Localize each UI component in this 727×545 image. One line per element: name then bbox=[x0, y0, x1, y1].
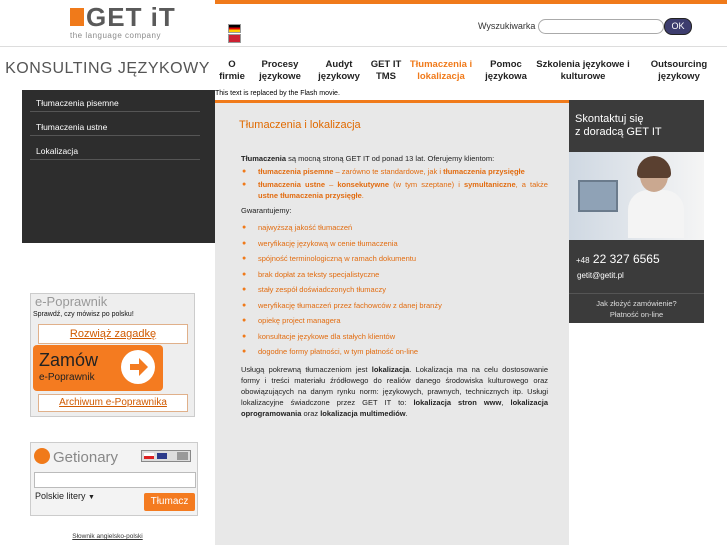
nav-item-outsourcing[interactable]: Outsourcing językowy bbox=[650, 59, 708, 82]
list-item: ● brak dopłat za teksty specjalistyczne bbox=[241, 269, 548, 285]
main-nav bbox=[215, 48, 727, 90]
flash-notice: This text is replaced by the Flash movie. bbox=[215, 90, 340, 97]
list-item: ● spójność terminologiczną w ramach dokumentu bbox=[241, 253, 548, 269]
epoprawnik-title: e-Poprawnik bbox=[35, 294, 108, 309]
contact-heading: Skontaktuj się bbox=[575, 113, 644, 125]
sidebar-item-lokalizacja[interactable]: Lokalizacja bbox=[36, 146, 79, 156]
getionary-logo-icon bbox=[34, 448, 50, 464]
section-title: KONSULTING JĘZYKOWY bbox=[5, 60, 210, 77]
list-item: ● tłumaczenia pisemne – zarówno te standardowe, jak i tłumaczenia przysięgłe bbox=[241, 166, 548, 177]
polish-letters-toggle[interactable] bbox=[35, 491, 95, 501]
monitor-icon bbox=[578, 180, 618, 212]
localization-paragraph: Usługą pokrewną tłumaczeniom jest lokalizacja. Lokalizacja ma na celu dostosowanie formy i treści materiału źródłowego do realiów danego środowiska kulturowego oraz obowiązujących na danym rynku norm: językowych, prawnych, technicznych itp. Usługi lokalizacyjne świadczone przez GET IT to: lokalizacja stron www, lokalizacja oprogramowania oraz lokalizacja multimediów. bbox=[241, 364, 549, 418]
page-title: Tłumaczenia i lokalizacja bbox=[239, 119, 361, 131]
sidebar-divider bbox=[30, 159, 200, 160]
de-flag-icon[interactable] bbox=[228, 24, 241, 33]
bullet-icon bbox=[18, 148, 22, 154]
nav-item-tlumaczenia[interactable]: Tłumaczenia i lokalizacja bbox=[409, 59, 473, 82]
logo-text: GET iT bbox=[86, 2, 176, 32]
offers-list bbox=[241, 166, 548, 201]
search-button[interactable]: OK bbox=[664, 18, 692, 35]
top-accent-bar bbox=[215, 0, 727, 4]
list-item: ● weryfikację językową w cenie tłumaczenia bbox=[241, 238, 548, 254]
dictionary-link[interactable]: Słownik angielsko-polski bbox=[72, 533, 143, 540]
list-item: ● stały zespół doświadczonych tłumaczy bbox=[241, 284, 548, 300]
logo-mark-icon bbox=[70, 8, 84, 26]
search-input[interactable] bbox=[538, 19, 664, 34]
guarantee-list bbox=[241, 222, 548, 362]
polish-letters-label: Polskie litery bbox=[35, 491, 86, 501]
list-item: ● tłumaczenia ustne – konsekutywne (w tym szeptane) i symultaniczne, a także ustne tłumaczenia przysięgłe. bbox=[241, 179, 548, 201]
sidebar-divider bbox=[30, 135, 200, 136]
order-howto-link[interactable]: Jak złożyć zamówienie? bbox=[596, 299, 677, 308]
translate-button[interactable]: Tłumacz bbox=[144, 493, 195, 511]
language-pair-select[interactable] bbox=[141, 450, 191, 462]
list-item: ● konsultacje językowe dla stałych klientów bbox=[241, 331, 548, 347]
bullet-icon bbox=[18, 124, 22, 130]
getionary-title: Getionary bbox=[53, 449, 119, 466]
contact-divider bbox=[569, 293, 704, 294]
email-link[interactable]: getit@getit.pl bbox=[577, 271, 624, 280]
arrow-right-icon bbox=[121, 350, 155, 384]
sidebar-divider bbox=[30, 111, 200, 112]
bullet-icon bbox=[18, 100, 22, 106]
list-item: ● opiekę project managera bbox=[241, 315, 548, 331]
online-payment-link[interactable]: Płatność on-line bbox=[609, 310, 664, 319]
getionary-input[interactable] bbox=[34, 472, 196, 488]
gb-flag-icon bbox=[157, 453, 167, 459]
riddle-link[interactable]: Rozwiąż zagadkę bbox=[38, 324, 188, 344]
phone-number: +48 22 327 6565 bbox=[576, 252, 660, 266]
caret-down-icon: ▼ bbox=[88, 494, 95, 501]
nav-item-tms[interactable]: GET IT TMS bbox=[370, 59, 402, 82]
dropdown-icon bbox=[177, 452, 188, 460]
sidebar-item-ustne[interactable]: Tłumaczenia ustne bbox=[36, 122, 108, 132]
nav-item-pomoc[interactable]: Pomoc językowa bbox=[485, 59, 527, 82]
search-label: Wyszukiwarka bbox=[478, 21, 536, 31]
order-button-label: Zamów bbox=[39, 350, 99, 370]
guarantee-label: Gwarantujemy: bbox=[241, 206, 292, 215]
nav-item-szkolenia[interactable]: Szkolenia językowe i kulturowe bbox=[536, 59, 630, 82]
order-button-sublabel: e-Poprawnik bbox=[39, 372, 95, 383]
list-item: ● najwyższą jakość tłumaczeń bbox=[241, 222, 548, 238]
consultant-figure bbox=[628, 190, 684, 238]
sidebar-menu bbox=[22, 90, 215, 243]
main-content bbox=[241, 153, 548, 419]
en-flag-icon[interactable] bbox=[228, 34, 241, 43]
pl-flag-icon bbox=[144, 453, 154, 459]
contact-heading-2: z doradcą GET IT bbox=[575, 126, 662, 138]
intro-paragraph: Tłumaczenia są mocną stroną GET IT od ponad 13 lat. Oferujemy klientom: bbox=[241, 154, 495, 163]
epoprawnik-subtitle: Sprawdź, czy mówisz po polsku! bbox=[33, 311, 134, 318]
header-divider bbox=[0, 46, 727, 47]
nav-item-audyt[interactable]: Audyt językowy bbox=[318, 59, 360, 82]
nav-item-procesy[interactable]: Procesy językowe bbox=[259, 59, 301, 82]
list-item: ● weryfikację tłumaczeń przez fachowców z danej branży bbox=[241, 300, 548, 316]
sidebar-item-pisemne[interactable]: Tłumaczenia pisemne bbox=[36, 98, 119, 108]
logo[interactable] bbox=[0, 0, 215, 46]
logo-tagline: the language company bbox=[70, 31, 161, 40]
nav-item-o-firmie[interactable]: O firmie bbox=[219, 59, 245, 82]
list-item: ● dogodne formy płatności, w tym płatność on-line bbox=[241, 346, 548, 362]
archive-link[interactable]: Archiwum e-Poprawnika bbox=[38, 394, 188, 412]
